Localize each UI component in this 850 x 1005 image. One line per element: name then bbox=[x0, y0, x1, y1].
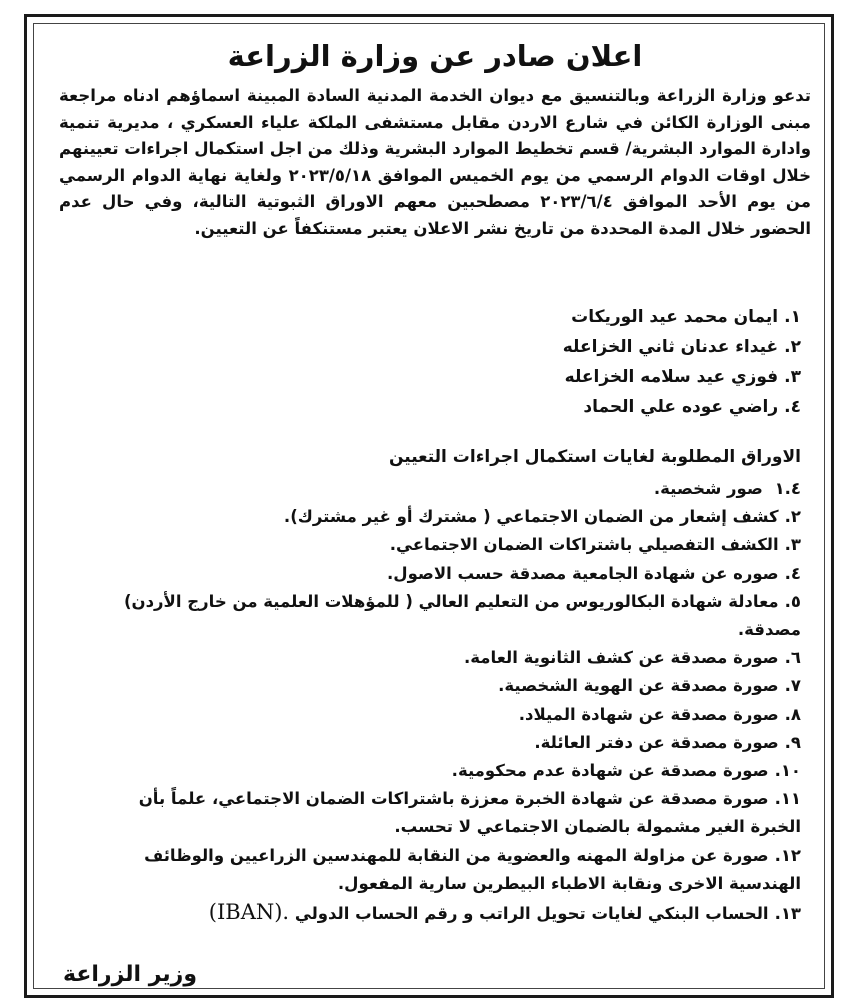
document-text: الحساب البنكي لغايات تحويل الراتب و رقم الحساب الدولي bbox=[294, 904, 769, 924]
list-item bbox=[69, 757, 801, 785]
list-item bbox=[69, 898, 801, 928]
item-number: ٤. bbox=[784, 563, 801, 583]
item-number: ١. bbox=[774, 479, 791, 498]
list-item bbox=[59, 362, 801, 392]
item-number: ١٢. bbox=[774, 845, 801, 865]
item-number: ٤. bbox=[784, 397, 801, 417]
list-item bbox=[59, 302, 801, 332]
names-list bbox=[59, 302, 801, 422]
item-number: ٣. bbox=[784, 367, 801, 387]
person-name: ايمان محمد عيد الوريكات bbox=[571, 307, 779, 327]
document-text: ٤ صور شخصية. bbox=[653, 479, 801, 498]
item-number: ٦. bbox=[784, 648, 801, 668]
announcement-title: اعلان صادر عن وزارة الزراعة bbox=[227, 39, 643, 73]
documents-heading: الاوراق المطلوبة لغايات استكمال اجراءات التعيين bbox=[388, 447, 801, 467]
item-number: ٨. bbox=[784, 704, 801, 724]
list-item bbox=[69, 560, 801, 588]
list-item bbox=[69, 785, 801, 841]
item-number: ١١. bbox=[774, 789, 801, 809]
item-number: ٢. bbox=[784, 337, 801, 357]
list-item bbox=[69, 503, 801, 531]
list-item bbox=[69, 729, 801, 757]
item-number: ١. bbox=[784, 307, 801, 327]
list-item bbox=[69, 588, 801, 644]
document-text: صورة مصدقة عن كشف الثانوية العامة. bbox=[464, 648, 779, 668]
announcement-content bbox=[59, 17, 811, 995]
item-number: ١٠. bbox=[774, 761, 801, 781]
list-item bbox=[69, 475, 801, 503]
documents-list bbox=[69, 475, 801, 928]
item-number: ١٣. bbox=[774, 904, 801, 924]
document-text: معادلة شهادة البكالوريوس من التعليم العالي ( للمؤهلات العلمية من خارج الأردن) bbox=[123, 591, 779, 611]
signature: وزير الزراعة bbox=[63, 962, 198, 987]
list-item bbox=[59, 332, 801, 362]
list-item bbox=[69, 672, 801, 700]
intro-paragraph: تدعو وزارة الزراعة وبالتنسيق مع ديوان الخدمة المدنية السادة المبينة اسماؤهم ادناه مراجعة مبنى الوزارة الكائن في شارع الاردن مقابل مستشفى الملكة علياء العسكري ، مديرية تنمية وادارة الموارد البشرية/ قسم تخطيط الموارد البشرية وذلك من اجل استكمال اجراءات تعيينهم خلال اوقات الدوام الرسمي من يوم الخميس الموافق ٢٠٢٣/٥/١٨ ولغاية نهاية الدوام الرسمي من يوم الأحد الموافق ٢٠٢٣/٦/٤ مصطحبين معهم الاوراق الثبوتية التالية، وفي حال عدم الحضور خلال المدة المحددة من تاريخ نشر الاعلان يعتبر مستنكفاً عن التعيين. bbox=[59, 86, 811, 238]
iban-label: (IBAN). bbox=[208, 900, 290, 925]
person-name: راضي عوده علي الحماد bbox=[583, 397, 779, 417]
item-number: ٢. bbox=[784, 507, 801, 527]
item-number: ٧. bbox=[784, 676, 801, 696]
announcement-frame bbox=[24, 14, 834, 998]
document-text-continuation: الهندسية الاخرى ونقابة الاطباء البيطرين سارية المفعول. bbox=[337, 873, 801, 893]
document-text: صوره عن شهادة الجامعية مصدقة حسب الاصول. bbox=[387, 563, 779, 583]
list-item bbox=[69, 842, 801, 898]
item-number: ٣. bbox=[784, 535, 801, 555]
list-item bbox=[69, 644, 801, 672]
item-number: ٥. bbox=[784, 591, 801, 611]
document-text: صورة مصدقة عن شهادة الميلاد. bbox=[518, 704, 779, 724]
document-text: صورة عن مزاولة المهنه والعضوية من النقابة للمهندسين الزراعيين والوظائف bbox=[144, 845, 769, 865]
document-text: صورة مصدقة عن شهادة الخبرة معززة باشتراكات الضمان الاجتماعي، علماً بأن bbox=[138, 789, 769, 809]
document-text: كشف إشعار من الضمان الاجتماعي ( مشترك أو غير مشترك). bbox=[283, 507, 779, 527]
list-item bbox=[69, 701, 801, 729]
document-text-continuation: مصدقة. bbox=[737, 620, 801, 640]
document-text-continuation: الخبرة الغير مشمولة بالضمان الاجتماعي لا تحسب. bbox=[394, 817, 801, 837]
document-text: صورة مصدقة عن شهادة عدم محكومية. bbox=[451, 761, 769, 781]
document-text: صورة مصدقة عن الهوية الشخصية. bbox=[498, 676, 779, 696]
item-number: ٩. bbox=[784, 732, 801, 752]
document-text: الكشف التفصيلي باشتراكات الضمان الاجتماعي. bbox=[389, 535, 779, 555]
document-text: صورة مصدقة عن دفتر العائلة. bbox=[534, 732, 779, 752]
list-item bbox=[59, 392, 801, 422]
person-name: غيداء عدنان ثاني الخزاعله bbox=[562, 337, 779, 357]
person-name: فوزي عيد سلامه الخزاعله bbox=[564, 367, 779, 387]
list-item bbox=[69, 531, 801, 559]
